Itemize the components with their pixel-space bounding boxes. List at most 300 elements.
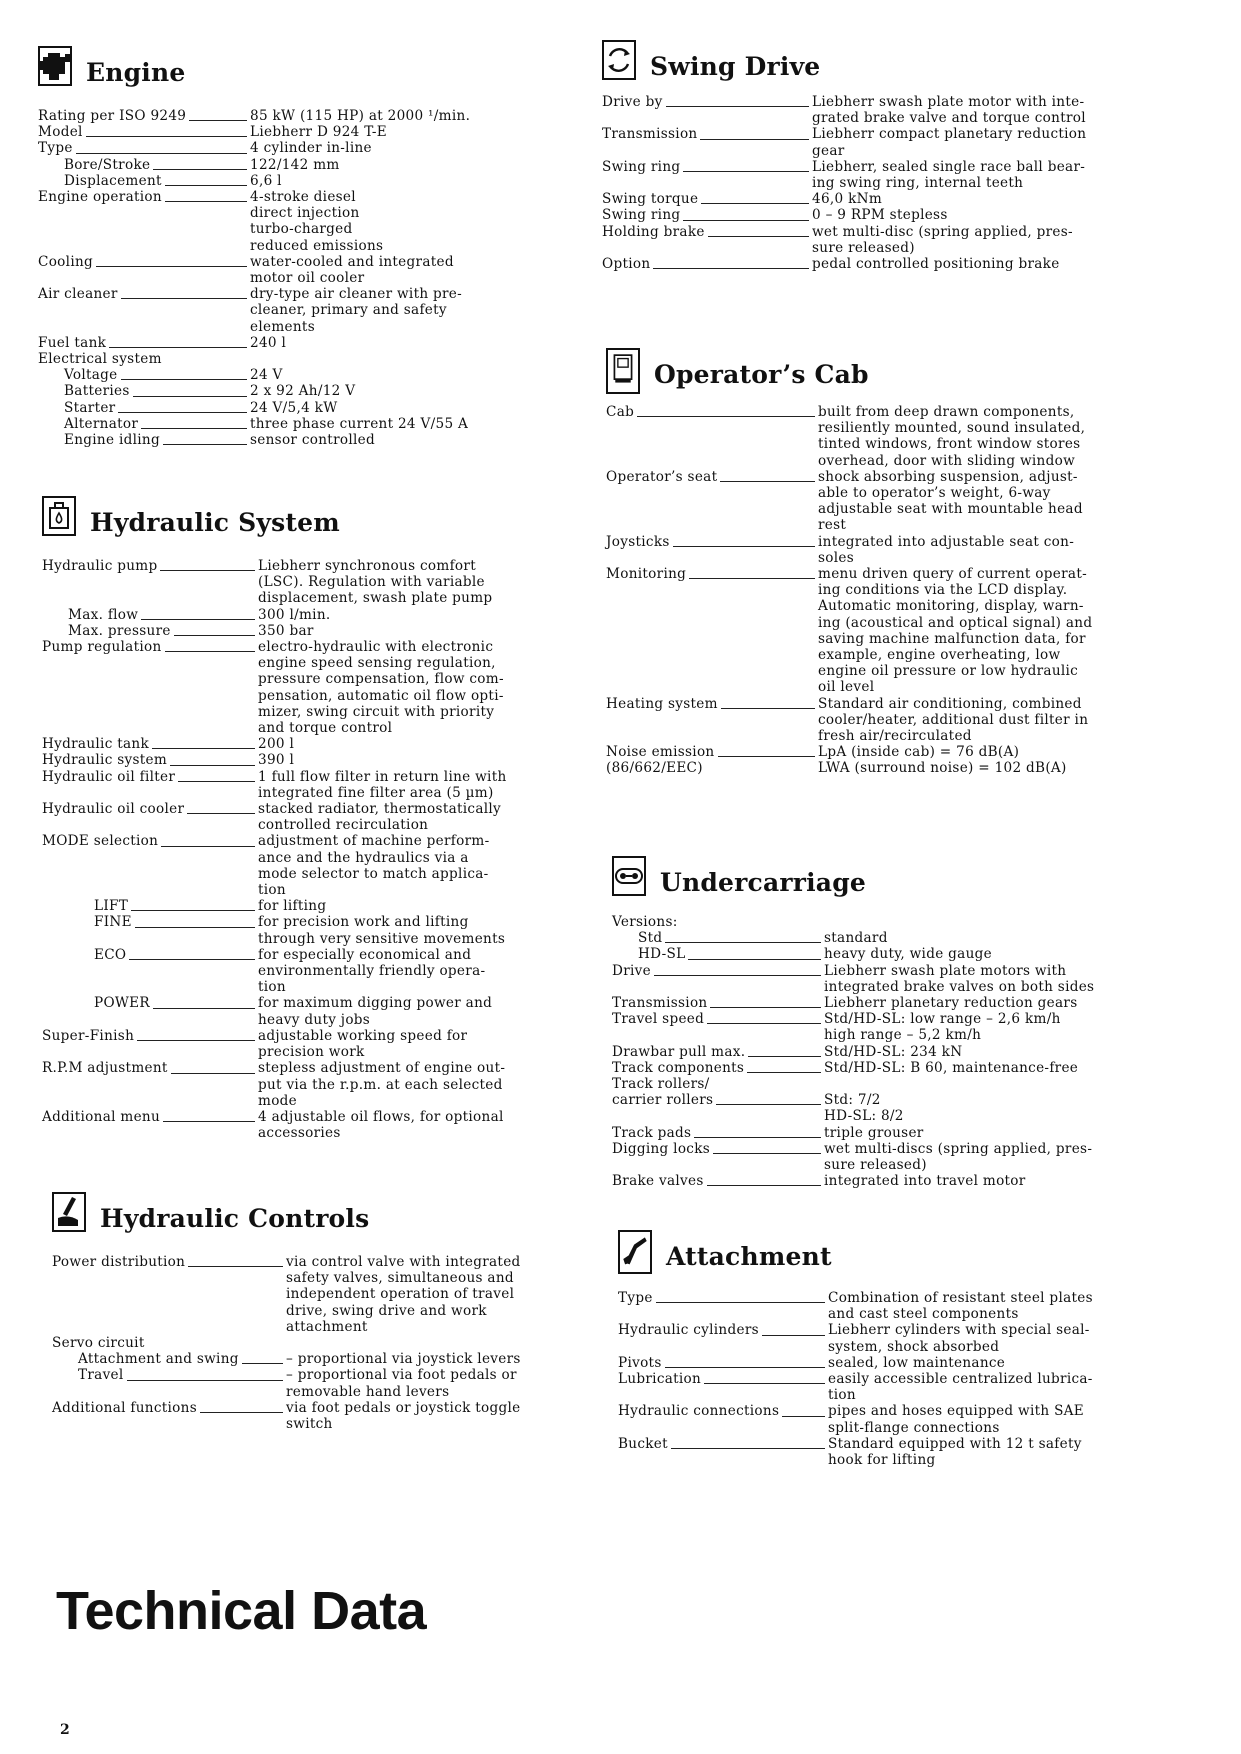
spec-value-line: hook for lifting <box>828 1452 936 1469</box>
leader-line <box>165 201 247 202</box>
spec-value-line: elements <box>250 318 315 335</box>
spec-value-line: direct injection <box>250 205 360 222</box>
spec-value-line: stepless adjustment of engine out- <box>258 1060 506 1077</box>
spec-label <box>42 833 258 849</box>
leader-line <box>121 298 247 299</box>
spec-value-line: sure released) <box>824 1157 927 1174</box>
spec-row <box>42 752 582 768</box>
spec-value-line: Combination of resistant steel plates <box>828 1290 1093 1306</box>
spec-value <box>250 383 558 399</box>
spec-label <box>602 126 812 142</box>
spec-value-line: cooler/heater, additional dust filter in <box>818 711 1089 728</box>
spec-value-line: mizer, swing circuit with priority <box>258 703 495 720</box>
spec-row <box>38 400 558 416</box>
spec-label-text: Cab <box>606 404 635 420</box>
section-hydraulic-controls <box>52 1192 582 1432</box>
spec-value <box>824 1141 1167 1173</box>
spec-value-line: Liebherr compact planetary reduction <box>812 126 1087 143</box>
spec-label <box>618 1436 828 1452</box>
spec-value-line: for especially economical and <box>258 946 472 963</box>
spec-value-line: safety valves, simultaneous and <box>286 1270 514 1287</box>
spec-value-line: Std/HD-SL: low range – 2,6 km/h <box>824 1011 1061 1028</box>
spec-label <box>52 1351 286 1367</box>
spec-label-text: Additional functions <box>52 1399 197 1416</box>
leader-line <box>665 1367 825 1368</box>
spec-label <box>42 607 258 623</box>
spec-value-line: wet multi-discs (spring applied, pres- <box>824 1140 1093 1157</box>
spec-value-line: ing conditions via the LCD display. <box>818 582 1068 599</box>
spec-row <box>602 191 1162 207</box>
spec-value <box>824 1125 1167 1141</box>
spec-value <box>812 256 1162 272</box>
spec-value <box>250 140 558 156</box>
spec-value-line: mode <box>258 1092 298 1109</box>
spec-value-line: for maximum digging power and <box>258 995 493 1012</box>
spec-value-line: motor oil cooler <box>250 270 365 287</box>
leader-line <box>174 635 255 636</box>
leader-line <box>135 927 255 928</box>
spec-row <box>612 1141 1167 1173</box>
spec-value-line: LWA (surround noise) = 102 dB(A) <box>818 760 1067 777</box>
spec-value-line: turbo-charged <box>250 221 353 238</box>
spec-value-line: 390 l <box>258 752 295 769</box>
spec-value-line: easily accessible centralized lubrica- <box>828 1371 1093 1388</box>
spec-value <box>828 1322 1168 1354</box>
spec-row <box>602 126 1162 158</box>
spec-value-line: sure released) <box>812 239 915 256</box>
spec-row <box>602 224 1162 256</box>
leader-line <box>707 1185 821 1186</box>
leader-line <box>708 236 809 237</box>
spec-row <box>618 1290 1168 1322</box>
spec-value <box>250 157 558 173</box>
leader-line <box>170 765 255 766</box>
spec-label-text: Hydraulic connections <box>618 1403 780 1420</box>
spec-value-line: tion <box>258 882 286 899</box>
spec-label-text: Voltage <box>64 367 118 384</box>
spec-label <box>42 752 258 768</box>
spec-value <box>258 914 582 946</box>
spec-value <box>812 224 1162 256</box>
spec-label-text: carrier rollers <box>612 1092 714 1109</box>
spec-label-text: Holding brake <box>602 223 705 240</box>
spec-value-line: integrated into adjustable seat con- <box>818 533 1075 550</box>
spec-label <box>42 1109 258 1125</box>
spec-value-line: Std: 7/2 <box>824 1092 881 1109</box>
spec-value <box>824 930 1167 946</box>
leader-line <box>178 781 255 782</box>
spec-label-text: Attachment and swing <box>78 1351 239 1368</box>
spec-row <box>52 1367 582 1399</box>
leader-line <box>141 428 247 429</box>
leader-line <box>637 416 815 417</box>
spec-value <box>818 534 1166 566</box>
spec-value-line: pensation, automatic oil flow opti- <box>258 687 504 704</box>
spec-row <box>52 1335 582 1351</box>
spec-label <box>42 947 258 963</box>
spec-value <box>828 1290 1168 1322</box>
spec-value-line: heavy duty jobs <box>258 1011 371 1028</box>
spec-value-line: pedal controlled positioning brake <box>812 256 1060 273</box>
spec-label <box>612 1060 824 1076</box>
spec-label-text: Operator’s seat <box>606 468 718 485</box>
leader-line <box>721 708 815 709</box>
spec-row <box>612 1060 1167 1076</box>
spec-label <box>42 769 258 785</box>
spec-row <box>618 1436 1168 1468</box>
spec-value-line: engine speed sensing regulation, <box>258 655 496 672</box>
spec-label <box>606 696 818 712</box>
spec-label <box>52 1254 286 1270</box>
spec-value <box>250 108 558 124</box>
spec-label <box>612 1173 824 1189</box>
spec-label <box>618 1371 828 1387</box>
spec-row <box>606 534 1166 566</box>
control-lever-icon <box>52 1192 86 1232</box>
spec-label <box>606 534 818 550</box>
spec-value-line: for precision work and lifting <box>258 914 469 931</box>
leader-line <box>701 203 809 204</box>
spec-value-line: Std/HD-SL: B 60, maintenance-free <box>824 1059 1079 1076</box>
spec-value-line: adjustable seat with mountable head <box>818 501 1083 518</box>
spec-label-text: Hydraulic pump <box>42 558 158 574</box>
section-title: Undercarriage <box>660 868 866 897</box>
spec-row <box>612 1044 1167 1060</box>
spec-value <box>812 94 1162 126</box>
spec-value-line: independent operation of travel <box>286 1286 515 1303</box>
spec-row <box>612 1076 1167 1125</box>
spec-label-text: Track pads <box>612 1124 692 1141</box>
spec-label-text: Engine idling <box>64 432 160 449</box>
spec-row <box>42 833 582 898</box>
spec-value-line: Std/HD-SL: 234 kN <box>824 1043 963 1060</box>
spec-value <box>258 801 582 833</box>
spec-value-line: controlled recirculation <box>258 817 429 834</box>
spec-label-text: Pivots <box>618 1354 662 1371</box>
spec-value <box>258 1109 582 1141</box>
spec-label-text: MODE selection <box>42 833 159 850</box>
spec-value <box>812 159 1162 191</box>
spec-label-text: Hydraulic cylinders <box>618 1322 759 1339</box>
spec-value <box>818 469 1166 534</box>
spec-value <box>258 769 582 801</box>
spec-value-line: rest <box>818 517 847 534</box>
spec-list <box>38 108 558 448</box>
spec-value-line: soles <box>818 549 855 566</box>
leader-line <box>782 1416 825 1417</box>
spec-label <box>612 1076 824 1108</box>
spec-label <box>38 124 250 140</box>
leader-line <box>666 106 809 107</box>
spec-value <box>286 1400 582 1432</box>
leader-line <box>683 171 809 172</box>
spec-row <box>606 696 1166 745</box>
spec-value-line: 2 x 92 Ah/12 V <box>250 383 356 400</box>
spec-row <box>38 254 558 286</box>
spec-label <box>612 963 824 979</box>
spec-label <box>38 351 250 367</box>
spec-value-line: Standard air conditioning, combined <box>818 695 1082 712</box>
spec-value-line: Liebherr cylinders with special seal- <box>828 1322 1090 1339</box>
leader-line <box>153 169 247 170</box>
spec-value-line: split-flange connections <box>828 1419 1000 1436</box>
spec-row <box>42 736 582 752</box>
spec-label-text: Lubrication <box>618 1371 702 1388</box>
spec-label <box>38 157 250 173</box>
leader-line <box>188 1266 283 1267</box>
spec-label-text: Swing ring <box>602 207 681 224</box>
spec-row <box>602 256 1162 272</box>
leader-line <box>694 1137 821 1138</box>
spec-row <box>38 432 558 448</box>
spec-value-line: 122/142 mm <box>250 156 340 173</box>
spec-label <box>42 639 258 655</box>
spec-value-line: Liebherr synchronous comfort <box>258 558 476 574</box>
spec-label-text: Swing torque <box>602 191 699 208</box>
spec-value-line: via foot pedals or joystick toggle <box>286 1399 521 1416</box>
section-title: Hydraulic System <box>90 508 340 537</box>
leader-line <box>665 942 821 943</box>
spec-row <box>52 1351 582 1367</box>
spec-label-text: Type <box>618 1290 653 1306</box>
leader-line <box>713 1153 821 1154</box>
spec-label-text: Air cleaner <box>38 286 118 303</box>
spec-row <box>602 207 1162 223</box>
spec-label-text: Noise emission <box>606 744 715 761</box>
spec-row <box>42 914 582 946</box>
section-title: Operator’s Cab <box>654 360 869 389</box>
spec-value <box>258 995 582 1027</box>
spec-value-line: drive, swing drive and work <box>286 1302 487 1319</box>
spec-label <box>38 286 250 302</box>
spec-label-text: Drive by <box>602 94 663 110</box>
leader-line <box>747 1072 821 1073</box>
spec-label-text: ECO <box>94 946 127 963</box>
leader-line <box>76 153 247 154</box>
spec-value-line: water-cooled and integrated <box>250 253 454 270</box>
spec-row <box>602 94 1162 126</box>
spec-value-line: adjustable working speed for <box>258 1027 468 1044</box>
spec-value-line: displacement, swash plate pump <box>258 590 493 607</box>
spec-row <box>602 159 1162 191</box>
spec-label <box>606 469 818 485</box>
spec-label-text: LIFT <box>94 898 129 915</box>
spec-value-line: fresh air/recirculated <box>818 728 972 745</box>
spec-value-line: resiliently mounted, sound insulated, <box>818 420 1086 437</box>
spec-value <box>258 947 582 996</box>
spec-label <box>38 108 250 124</box>
spec-list <box>52 1254 582 1432</box>
spec-value-line: 0 – 9 RPM stepless <box>812 207 948 224</box>
spec-row <box>42 769 582 801</box>
leader-line <box>242 1363 283 1364</box>
spec-value <box>824 946 1167 962</box>
leader-line <box>118 412 247 413</box>
spec-label <box>42 801 258 817</box>
spec-label-text: Brake valves <box>612 1173 704 1190</box>
spec-label-text: Std <box>638 930 663 947</box>
spec-value-line: standard <box>824 930 888 947</box>
spec-row <box>606 744 1166 776</box>
spec-value <box>818 404 1166 469</box>
spec-row <box>618 1355 1168 1371</box>
spec-value <box>250 124 558 140</box>
spec-row <box>38 335 558 351</box>
spec-row <box>42 639 582 736</box>
spec-value <box>828 1436 1168 1468</box>
leader-line <box>653 268 809 269</box>
spec-label-text: Travel <box>78 1367 124 1384</box>
spec-value-line: gear <box>812 142 845 159</box>
spec-value-line: 300 l/min. <box>258 606 331 623</box>
spec-value-line: integrated brake valves on both sides <box>824 978 1095 995</box>
spec-label <box>602 191 812 207</box>
spec-value <box>286 1351 582 1367</box>
spec-value-line: cleaner, primary and safety <box>250 302 447 319</box>
spec-value-line: 200 l <box>258 736 295 753</box>
spec-row <box>38 173 558 189</box>
spec-value-line: HD-SL: 8/2 <box>824 1108 904 1125</box>
spec-label-text: Batteries <box>64 383 130 400</box>
spec-value-line: switch <box>286 1416 333 1433</box>
spec-label-text: POWER <box>94 995 150 1012</box>
spec-value-line: electro-hydraulic with electronic <box>258 639 494 656</box>
spec-label <box>606 404 818 420</box>
spec-value-line: pipes and hoses equipped with SAE <box>828 1403 1085 1420</box>
section-title: Hydraulic Controls <box>100 1204 370 1233</box>
leader-line <box>160 570 255 571</box>
spec-label <box>612 1044 824 1060</box>
spec-value-line: attachment <box>286 1318 368 1335</box>
spec-label <box>618 1403 828 1419</box>
cab-icon <box>606 348 640 394</box>
spec-list <box>602 94 1162 272</box>
spec-value-line: sealed, low maintenance <box>828 1354 1006 1371</box>
spec-label <box>42 914 258 930</box>
spec-row <box>52 1254 582 1335</box>
leader-line <box>710 1007 821 1008</box>
spec-row <box>42 607 582 623</box>
spec-value <box>818 566 1166 696</box>
spec-value-line: Standard equipped with 12 t safety <box>828 1435 1082 1452</box>
spec-label <box>38 416 250 432</box>
leader-line <box>700 139 809 140</box>
spec-value-line: built from deep drawn components, <box>818 404 1075 420</box>
spec-label <box>42 558 258 574</box>
spec-label-text: Model <box>38 124 83 141</box>
leader-line <box>165 651 255 652</box>
spec-row <box>38 416 558 432</box>
spec-label-text: Max. flow <box>68 606 139 623</box>
spec-label-text: Starter <box>64 399 116 416</box>
spec-row <box>42 1109 582 1141</box>
spec-value <box>258 833 582 898</box>
spec-value-line: system, shock absorbed <box>828 1338 1000 1355</box>
leader-line <box>654 975 821 976</box>
spec-value-line: mode selector to match applica- <box>258 865 489 882</box>
spec-label <box>618 1290 828 1306</box>
spec-label-text: HD-SL <box>638 946 686 963</box>
spec-value <box>258 1060 582 1109</box>
leader-line <box>689 578 815 579</box>
spec-value-line: 350 bar <box>258 622 314 639</box>
spec-value <box>250 432 558 448</box>
spec-value-line: – proportional via joystick levers <box>286 1351 521 1368</box>
leader-line <box>718 756 816 757</box>
leader-line <box>121 379 247 380</box>
spec-label-text: (86/662/EEC) <box>606 760 703 777</box>
spec-row <box>612 914 1167 930</box>
leader-line <box>161 846 255 847</box>
spec-list <box>42 558 582 1141</box>
spec-label-text: Alternator <box>64 415 139 432</box>
leader-line <box>688 959 821 960</box>
leader-line <box>673 546 815 547</box>
spec-value-line: high range – 5,2 km/h <box>824 1027 982 1044</box>
spec-label <box>38 383 250 399</box>
spec-value <box>286 1367 582 1399</box>
spec-label-text: Super-Finish <box>42 1027 135 1044</box>
spec-value-line: menu driven query of current operat- <box>818 566 1087 583</box>
spec-value-line: precision work <box>258 1044 365 1061</box>
section-swing-drive <box>602 40 1162 272</box>
spec-value-line: heavy duty, wide gauge <box>824 946 992 963</box>
spec-label-text: Track components <box>612 1059 745 1076</box>
spec-label <box>612 946 824 962</box>
spec-label <box>38 432 250 448</box>
spec-value-line: integrated into travel motor <box>824 1173 1026 1190</box>
spec-label-text: Swing ring <box>602 158 681 175</box>
spec-row <box>612 995 1167 1011</box>
spec-value <box>824 1011 1167 1043</box>
spec-label <box>42 1028 258 1044</box>
spec-row <box>42 898 582 914</box>
spec-label-text: Versions: <box>612 914 678 930</box>
leader-line <box>200 1412 283 1413</box>
spec-label <box>42 1060 258 1076</box>
spec-value <box>812 126 1162 158</box>
spec-row <box>618 1322 1168 1354</box>
spec-label <box>602 207 812 223</box>
spec-value-line: Liebherr, sealed single race ball bear- <box>812 158 1086 175</box>
spec-row <box>38 351 558 367</box>
spec-value <box>258 736 582 752</box>
spec-list <box>618 1290 1168 1468</box>
spec-label <box>602 159 812 175</box>
spec-label <box>612 1011 824 1027</box>
section-title: Engine <box>86 58 186 87</box>
spec-label-text: Rating per ISO 9249 <box>38 108 187 124</box>
spec-value-line: via control valve with integrated <box>286 1254 521 1270</box>
spec-row <box>42 558 582 607</box>
spec-value <box>824 995 1167 1011</box>
spec-label <box>606 566 818 582</box>
spec-value <box>824 1173 1167 1189</box>
leader-line <box>165 185 247 186</box>
spec-value <box>250 189 558 254</box>
leader-line <box>129 959 255 960</box>
spec-label-text: Hydraulic oil filter <box>42 768 176 785</box>
spec-label <box>602 256 812 272</box>
spec-value <box>828 1355 1168 1371</box>
spec-label-text: Fuel tank <box>38 334 107 351</box>
spec-value <box>818 696 1166 745</box>
page-title: Technical Data <box>56 1581 427 1641</box>
spec-value-line: removable hand levers <box>286 1383 450 1400</box>
leader-line <box>716 1104 821 1105</box>
spec-label-text: Pump regulation <box>42 639 162 656</box>
spec-value-line: grated brake valve and torque control <box>812 110 1086 127</box>
